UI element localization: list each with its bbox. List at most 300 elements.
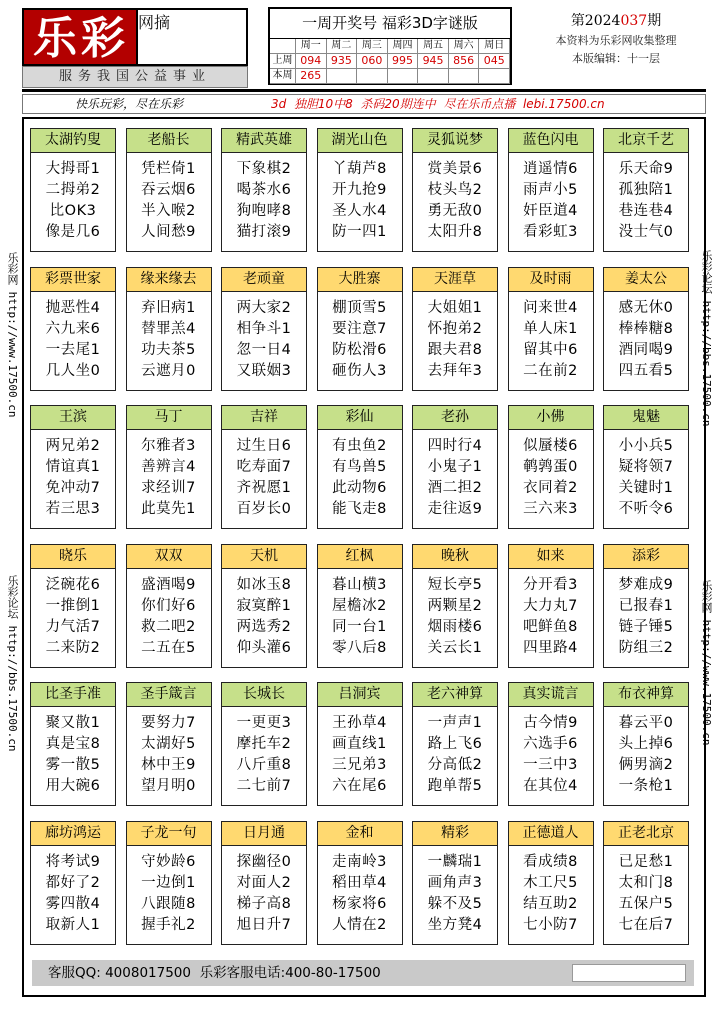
puzzle-line: 防松滑6: [332, 341, 387, 358]
puzzle-card-title: 晓乐: [31, 545, 115, 569]
puzzle-line: 鹌鹑蛋0: [523, 459, 578, 475]
this-week-label: 本周: [270, 69, 296, 84]
puzzle-card-body: [31, 846, 115, 944]
puzzle-line: 太湖好5: [141, 736, 196, 752]
puzzle-line: 弃旧病1: [141, 299, 196, 316]
puzzle-card-body: [604, 707, 688, 805]
puzzle-line: 如冰玉8: [236, 576, 292, 593]
puzzle-card: [508, 682, 594, 806]
puzzle-card: [221, 405, 307, 529]
last-week-number: 856: [449, 54, 480, 69]
puzzle-card-title: 天涯草: [413, 268, 497, 292]
puzzle-card-title: 姜太公: [604, 268, 688, 292]
puzzle-card-body: [127, 430, 211, 528]
puzzle-line: 一条枪1: [618, 778, 674, 794]
footer-contact: 客服QQ: 4008017500 乐彩客服电话:400-80-17500: [48, 965, 381, 981]
puzzle-line: 像是几6: [45, 224, 101, 240]
puzzle-line: 四时行4: [427, 438, 483, 454]
weekday-label: 周四: [388, 39, 419, 54]
puzzle-line: 尔雅者3: [141, 438, 196, 454]
puzzle-line: 你们好6: [141, 597, 196, 614]
puzzle-card: [30, 128, 116, 252]
puzzle-card: [126, 821, 212, 945]
puzzle-card: [126, 405, 212, 529]
puzzle-card: [412, 128, 498, 252]
puzzle-card: [30, 267, 116, 391]
puzzle-card: [317, 128, 403, 252]
puzzle-line: 替罪羔4: [141, 320, 196, 337]
puzzle-card: [412, 405, 498, 529]
editor-credit: 本版编辑：十一层: [572, 52, 660, 65]
puzzle-card: [30, 544, 116, 668]
puzzle-line: 太阳升8: [427, 224, 483, 240]
puzzle-card-body: [413, 430, 497, 528]
promo-ad[interactable]: 3d 独胆10中8 杀码20期连中 尽在乐币点播 lebi.17500.cn: [271, 97, 605, 111]
puzzle-line: 已足愁1: [618, 853, 674, 870]
puzzle-card-body: [222, 292, 306, 390]
weekday-label: 周一: [296, 39, 327, 54]
puzzle-card-body: [413, 846, 497, 944]
puzzle-card-body: [31, 569, 115, 667]
puzzle-card: [126, 682, 212, 806]
puzzle-line: 结互助2: [523, 895, 578, 912]
puzzle-line: 丫葫芦8: [332, 161, 387, 177]
puzzle-line: 去拜年3: [427, 362, 483, 379]
puzzle-card-title: 马丁: [127, 406, 211, 430]
puzzle-line: 一麟瑞1: [427, 853, 483, 870]
puzzle-card-body: [127, 846, 211, 944]
puzzle-line: 画直线1: [332, 736, 387, 752]
weekday-label: 周二: [327, 39, 358, 54]
last-week-number: 935: [327, 54, 358, 69]
puzzle-line: 八跟随8: [141, 895, 196, 912]
puzzle-line: 猫打滚9: [236, 224, 292, 240]
puzzle-line: 防一四1: [332, 224, 387, 240]
side-label-right-top: 乐彩论坛 http://bbs.17500.cn: [700, 250, 713, 427]
puzzle-card: [221, 128, 307, 252]
puzzle-line: 乐天命9: [618, 161, 674, 177]
puzzle-card-title: 子龙一句: [127, 822, 211, 846]
puzzle-line: 林中王9: [141, 757, 196, 773]
puzzle-line: 下象棋2: [236, 161, 292, 177]
puzzle-line: 狗咆哮8: [236, 203, 292, 219]
puzzle-line: 寂寞醉1: [236, 597, 292, 614]
puzzle-card: [603, 682, 689, 806]
puzzle-card-title: 真实谎言: [509, 683, 593, 707]
this-week-number: [357, 69, 388, 84]
puzzle-line: 救二吧2: [141, 618, 196, 635]
puzzle-line: 四五看5: [618, 362, 674, 379]
puzzle-line: 几人坐0: [45, 362, 101, 379]
logo-secondary: [136, 8, 248, 66]
puzzle-line: 一推倒1: [45, 597, 101, 614]
puzzle-card-body: [127, 707, 211, 805]
puzzle-line: 善辨言4: [141, 459, 196, 475]
puzzle-card-title: 老孙: [413, 406, 497, 430]
puzzle-card: [221, 544, 307, 668]
puzzle-line: 功夫茶5: [141, 341, 196, 358]
puzzle-card-title: 彩票世家: [31, 268, 115, 292]
weekly-draw-table: [268, 7, 512, 85]
puzzle-line: 走南岭3: [332, 853, 387, 870]
puzzle-card-title: 布衣神算: [604, 683, 688, 707]
puzzle-line: 吃寿面7: [236, 459, 292, 475]
puzzle-card: [317, 405, 403, 529]
puzzle-card-body: [222, 846, 306, 944]
puzzle-card-title: 精彩: [413, 822, 497, 846]
puzzle-line: 都好了2: [45, 874, 101, 891]
puzzle-line: 雾四散4: [45, 895, 101, 912]
puzzle-line: 画角声3: [427, 874, 483, 891]
puzzle-card-body: [509, 430, 593, 528]
issue-number-line: [526, 10, 706, 32]
puzzle-card-body: [222, 153, 306, 251]
puzzle-card: [508, 128, 594, 252]
puzzle-card-body: [413, 153, 497, 251]
puzzle-card-body: [318, 569, 402, 667]
puzzle-card-title: 大胜寨: [318, 268, 402, 292]
puzzle-line: 六九来6: [45, 320, 101, 337]
puzzle-card: [508, 267, 594, 391]
puzzle-line: 没士气0: [618, 224, 674, 240]
puzzle-line: 分高低2: [427, 757, 483, 773]
puzzle-line: 守妙龄6: [141, 853, 196, 870]
puzzle-line: 头上掉6: [618, 736, 674, 752]
issue-suffix: 期: [647, 13, 662, 29]
puzzle-line: 古今情9: [523, 715, 578, 731]
puzzle-line: 又联姻3: [236, 362, 292, 379]
last-week-number: 060: [357, 54, 388, 69]
puzzle-line: 赏美景6: [427, 161, 483, 177]
puzzle-card-title: 比圣手准: [31, 683, 115, 707]
puzzle-line: 大力丸7: [523, 597, 578, 614]
puzzle-line: 屋檐冰2: [332, 597, 387, 614]
puzzle-card-body: [318, 430, 402, 528]
puzzle-line: 圣人水4: [332, 203, 387, 219]
issue-prefix: 第2024: [570, 13, 621, 29]
puzzle-line: 逍遥情6: [523, 161, 578, 177]
puzzle-line: 两颗星2: [427, 597, 483, 614]
puzzle-line: 免冲动7: [45, 480, 101, 496]
puzzle-card: [603, 267, 689, 391]
puzzle-line: 二来防2: [45, 639, 101, 656]
puzzle-card: [30, 405, 116, 529]
puzzle-line: 烟雨楼6: [427, 618, 483, 635]
puzzle-line: 八斤重8: [236, 757, 292, 773]
puzzle-line: 若三思3: [45, 501, 101, 517]
puzzle-line: 喝茶水6: [236, 182, 292, 198]
puzzle-line: 奸臣道4: [523, 203, 578, 219]
side-label-left-top: 乐彩网 http://www.17500.cn: [6, 252, 19, 418]
puzzle-line: 零八后8: [332, 639, 387, 656]
puzzle-card-body: [127, 153, 211, 251]
puzzle-line: 云遮月0: [141, 362, 196, 379]
this-week-number: [479, 69, 510, 84]
puzzle-card-body: [318, 846, 402, 944]
puzzle-card-title: 日月通: [222, 822, 306, 846]
puzzle-line: 关键时1: [618, 480, 674, 496]
puzzle-line: 忽一日4: [236, 341, 292, 358]
puzzle-line: 用大碗6: [45, 778, 101, 794]
slogan: 服务我国公益事业: [22, 66, 248, 88]
puzzle-line: 关云长1: [427, 639, 483, 656]
weekday-label: 周五: [418, 39, 449, 54]
puzzle-card-body: [127, 569, 211, 667]
puzzle-line: 摩托车2: [236, 736, 292, 752]
puzzle-line: 在其位4: [523, 778, 578, 794]
puzzle-card-title: 北京千艺: [604, 129, 688, 153]
puzzle-line: 一声声1: [427, 715, 483, 731]
puzzle-line: 望月明0: [141, 778, 196, 794]
puzzle-card-body: [604, 846, 688, 944]
promo-slogan: 快乐玩彩，尽在乐彩: [75, 97, 184, 111]
logo-text-main: 乐彩: [33, 13, 129, 64]
puzzle-card-title: 吕洞宾: [318, 683, 402, 707]
puzzle-line: 力气活7: [45, 618, 101, 635]
footer-blank-box: [572, 964, 686, 982]
puzzle-line: 稻田草4: [332, 874, 387, 891]
puzzle-card-title: 红枫: [318, 545, 402, 569]
puzzle-card-title: 老顽童: [222, 268, 306, 292]
puzzle-line: 雨声小5: [523, 182, 578, 198]
puzzle-line: 仰头灌6: [236, 639, 292, 656]
puzzle-card-title: 正德道人: [509, 822, 593, 846]
puzzle-line: 百岁长0: [236, 501, 292, 517]
puzzle-line: 四里路4: [523, 639, 578, 656]
puzzle-card-body: [604, 292, 688, 390]
puzzle-card-body: [31, 153, 115, 251]
puzzle-card-body: [509, 707, 593, 805]
puzzle-card-title: 精武英雄: [222, 129, 306, 153]
puzzle-line: 棚顶雪5: [332, 299, 387, 316]
puzzle-card-title: 如来: [509, 545, 593, 569]
puzzle-line: 跑单帮5: [427, 778, 483, 794]
side-label-right-bottom: 乐彩网 http://www.17500.cn: [700, 580, 713, 746]
puzzle-card: [508, 821, 594, 945]
puzzle-card: [412, 821, 498, 945]
puzzle-line: 有鸟兽5: [332, 459, 387, 475]
puzzle-card-title: 灵狐说梦: [413, 129, 497, 153]
puzzle-line: 大拇哥1: [45, 161, 101, 177]
logo-text-secondary: 网摘: [138, 13, 171, 32]
puzzle-line: 看成绩8: [523, 853, 578, 870]
puzzle-line: 三兄弟3: [332, 757, 387, 773]
puzzle-line: 吧鲜鱼8: [523, 618, 578, 635]
issue-note: 本资料为乐彩网收集整理: [555, 34, 677, 47]
puzzle-card: [508, 405, 594, 529]
puzzle-card: [412, 267, 498, 391]
puzzle-line: 留其中6: [523, 341, 578, 358]
this-week-number: [449, 69, 480, 84]
puzzle-line: 将考试9: [45, 853, 101, 870]
puzzle-line: 相争斗1: [236, 320, 292, 337]
puzzle-line: 能飞走8: [332, 501, 387, 517]
draw-grid-corner: [270, 39, 296, 54]
puzzle-line: 一三中3: [523, 757, 578, 773]
puzzle-line: 看彩虹3: [523, 224, 578, 240]
puzzle-card-body: [413, 292, 497, 390]
puzzle-line: 棒棒糖8: [618, 320, 674, 337]
puzzle-line: 吞云烟6: [141, 182, 196, 198]
puzzle-line: 七在后7: [618, 916, 674, 933]
puzzle-line: 分开看3: [523, 576, 578, 593]
puzzle-card: [30, 682, 116, 806]
puzzle-card-body: [604, 430, 688, 528]
puzzle-line: 三六来3: [523, 501, 578, 517]
puzzle-line: 怀抱弟2: [427, 320, 483, 337]
puzzle-card-title: 正老北京: [604, 822, 688, 846]
puzzle-card-title: 晚秋: [413, 545, 497, 569]
puzzle-card-title: 鬼魅: [604, 406, 688, 430]
this-week-number: 265: [296, 69, 327, 84]
puzzle-line: 短长亭5: [427, 576, 483, 593]
puzzle-line: 二七前7: [236, 778, 292, 794]
puzzle-line: 盛酒喝9: [141, 576, 196, 593]
puzzle-card-body: [509, 846, 593, 944]
puzzle-card-title: 彩仙: [318, 406, 402, 430]
puzzle-card: [603, 544, 689, 668]
puzzle-card: [30, 821, 116, 945]
puzzle-card-title: 王滨: [31, 406, 115, 430]
puzzle-line: 聚又散1: [45, 715, 101, 731]
puzzle-line: 小小兵5: [618, 438, 674, 454]
puzzle-line: 七小防7: [523, 916, 578, 933]
puzzle-card: [221, 682, 307, 806]
puzzle-line: 两兄弟2: [45, 438, 101, 454]
puzzle-card-title: 天机: [222, 545, 306, 569]
puzzle-line: 一去尾1: [45, 341, 101, 358]
puzzle-card-title: 缘来缘去: [127, 268, 211, 292]
puzzle-card-title: 太湖钓叟: [31, 129, 115, 153]
puzzle-line: 此动物6: [332, 480, 387, 496]
puzzle-line: 杨家将6: [332, 895, 387, 912]
puzzle-card-body: [509, 292, 593, 390]
puzzle-card: [412, 544, 498, 668]
puzzle-line: 人间愁9: [141, 224, 196, 240]
puzzle-line: 衣同着2: [523, 480, 578, 496]
puzzle-card-body: [509, 569, 593, 667]
puzzle-card-body: [127, 292, 211, 390]
puzzle-card-title: 长城长: [222, 683, 306, 707]
puzzle-line: 感无休0: [618, 299, 674, 316]
issue-info: [526, 10, 706, 80]
puzzle-card-body: [318, 292, 402, 390]
last-week-number: 045: [479, 54, 510, 69]
puzzle-line: 木工尺5: [523, 874, 578, 891]
footer: [32, 960, 694, 986]
puzzle-line: 暮山横3: [332, 576, 387, 593]
puzzle-card-body: [509, 153, 593, 251]
puzzle-line: 旭日升7: [236, 916, 292, 933]
puzzle-line: 酒二担2: [427, 480, 483, 496]
puzzle-card-body: [604, 153, 688, 251]
puzzle-line: 一边倒1: [141, 874, 196, 891]
puzzle-line: 人情在2: [332, 916, 387, 933]
puzzle-card-title: 添彩: [604, 545, 688, 569]
weekday-label: 周三: [357, 39, 388, 54]
puzzle-line: 二拇弟2: [45, 182, 101, 198]
puzzle-card-body: [31, 430, 115, 528]
draw-grid: [270, 39, 510, 84]
puzzle-card: [317, 544, 403, 668]
puzzle-line: 跟夫君8: [427, 341, 483, 358]
puzzle-card: [603, 821, 689, 945]
puzzle-line: 巷连巷4: [618, 203, 674, 219]
puzzle-line: 躲不及5: [427, 895, 483, 912]
puzzle-line: 要注意7: [332, 320, 387, 337]
puzzle-line: 过生日6: [236, 438, 292, 454]
puzzle-line: 孤独陪1: [618, 182, 674, 198]
puzzle-line: 六在尾6: [332, 778, 387, 794]
this-week-number: [388, 69, 419, 84]
puzzle-card-title: 吉祥: [222, 406, 306, 430]
weekday-label: 周六: [449, 39, 480, 54]
puzzle-line: 比OK3: [49, 203, 97, 219]
puzzle-line: 握手礼2: [141, 916, 196, 933]
puzzle-card-title: 金和: [318, 822, 402, 846]
puzzle-line: 半入喉2: [141, 203, 196, 219]
puzzle-card: [603, 405, 689, 529]
puzzle-line: 二五在5: [141, 639, 196, 656]
puzzle-line: 已报春1: [618, 597, 674, 614]
puzzle-line: 俩男滴2: [618, 757, 674, 773]
puzzle-line: 酒同喝9: [618, 341, 674, 358]
puzzle-line: 对面人2: [236, 874, 292, 891]
puzzle-card-body: [413, 707, 497, 805]
this-week-number: [418, 69, 449, 84]
puzzle-card: [221, 267, 307, 391]
puzzle-line: 太和门8: [618, 874, 674, 891]
puzzle-card: [126, 267, 212, 391]
puzzle-card-body: [413, 569, 497, 667]
side-label-left-bottom: 乐彩论坛 http://bbs.17500.cn: [6, 575, 19, 752]
puzzle-card: [317, 682, 403, 806]
header-divider: [22, 89, 706, 92]
puzzle-line: 王孙草4: [332, 715, 387, 731]
puzzle-card-title: 蓝色闪电: [509, 129, 593, 153]
puzzle-card-body: [604, 569, 688, 667]
puzzle-card-body: [222, 569, 306, 667]
puzzle-card-title: 廊坊鸿运: [31, 822, 115, 846]
puzzle-card-body: [318, 153, 402, 251]
puzzle-line: 路上飞6: [427, 736, 483, 752]
draw-table-title: 一周开奖号 福彩3D字谜版: [270, 9, 510, 39]
puzzle-card: [221, 821, 307, 945]
puzzle-card-title: 及时雨: [509, 268, 593, 292]
puzzle-line: 似蜃楼6: [523, 438, 578, 454]
puzzle-line: 齐祝愿1: [236, 480, 292, 496]
puzzle-line: 小鬼子1: [427, 459, 483, 475]
puzzle-card: [317, 821, 403, 945]
puzzle-line: 砸伤人3: [332, 362, 387, 379]
puzzle-line: 走往返9: [427, 501, 483, 517]
puzzle-line: 五保户5: [618, 895, 674, 912]
puzzle-line: 泛碗花6: [45, 576, 101, 593]
puzzle-line: 勇无敌0: [427, 203, 483, 219]
puzzle-line: 一更更3: [236, 715, 292, 731]
puzzle-line: 问来世4: [523, 299, 578, 316]
puzzle-line: 雾一散5: [45, 757, 101, 773]
puzzle-card-body: [318, 707, 402, 805]
last-week-number: 094: [296, 54, 327, 69]
puzzle-card-title: 小佛: [509, 406, 593, 430]
puzzle-card-body: [222, 430, 306, 528]
puzzle-line: 梦难成9: [618, 576, 674, 593]
puzzle-line: 暮云平0: [618, 715, 674, 731]
puzzle-line: 此莫先1: [141, 501, 196, 517]
puzzle-line: 抛恶性4: [45, 299, 101, 316]
puzzle-line: 有虫鱼2: [332, 438, 387, 454]
